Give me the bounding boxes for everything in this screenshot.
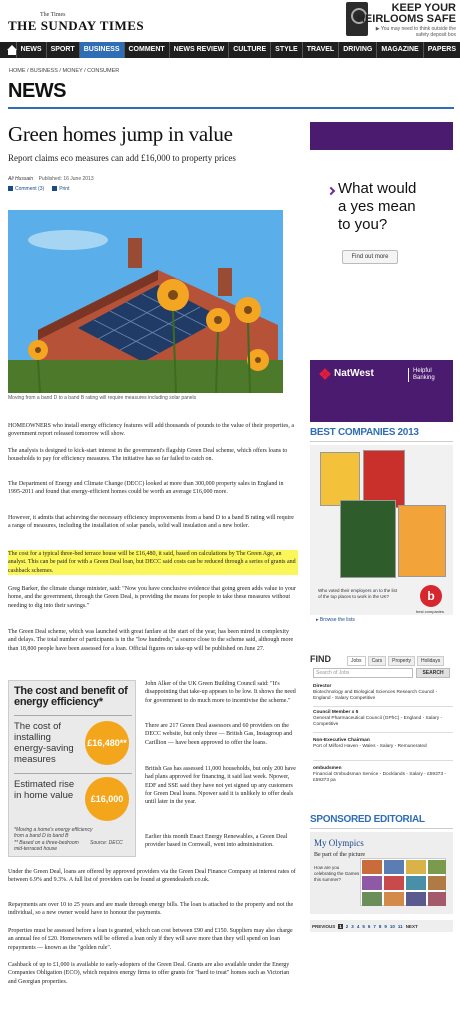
- factbox-source: Source: DECC: [90, 840, 123, 846]
- pager-page[interactable]: 1: [339, 923, 342, 929]
- magazine-cover: [320, 452, 360, 506]
- pager-next[interactable]: NEXT: [405, 923, 418, 929]
- factbox-title: The cost and benefit of energy efficiency*: [14, 685, 128, 708]
- sponsored-title[interactable]: My Olympics: [314, 838, 364, 848]
- paragraph-9: There are 217 Green Deal assessors and 60 providers on the DECC website, but only three — British Gas, Instagroup and Carillion — have been approved to offer the loans.: [145, 723, 293, 746]
- section-divider: [8, 107, 454, 109]
- published-date: Published: 16 June 2013: [38, 176, 94, 182]
- pager-page[interactable]: 11: [397, 923, 403, 929]
- natwest-logo-icon: [320, 369, 330, 379]
- home-icon[interactable]: [6, 45, 12, 55]
- paragraph-14: Properties must be assessed before a loan is granted, which can cost between £90 and £150. Suppliers may also charge an annual fee of £20. Homeowners will be offered a loan only if they will save more than they will spend on loan repayments — known as the "golden rule".: [8, 928, 293, 951]
- logo-crest: The Times: [40, 12, 66, 18]
- paragraph-15: Cashback of up to £1,000 is available to early-adopters of the Green Deal. Grants are also available under the Energy Companies Obligation (ECO), which requires energy firms to offer grants for "hard to treat" homes such as Victorian and Georgian properties.: [8, 962, 290, 985]
- pager-page[interactable]: 4: [356, 923, 360, 929]
- tab-property[interactable]: Property: [388, 656, 415, 666]
- factbox-cost-value: £16,480**: [85, 721, 129, 765]
- best-companies-heading[interactable]: BEST COMPANIES 2013: [310, 427, 419, 438]
- article-subtitle: Report claims eco measures can add £16,000 to property prices: [8, 153, 236, 163]
- job-listing[interactable]: Non-Executive Chairman Port of Milford Haven - Wales - Salary - Remunerated: [313, 738, 427, 749]
- nav-business[interactable]: BUSINESS: [79, 42, 124, 58]
- repossession-warning: YOUR HOME MAY BE REPOSSESSED IF YOU DO NOT KEEP UP REPAYMENTS ON YOUR MORTGAGE: [318, 324, 445, 353]
- nav-travel[interactable]: TRAVEL: [302, 42, 338, 58]
- photo-grid-image: [361, 859, 447, 907]
- job-listing[interactable]: Council Member x 5 General Pharmaceutical Council (GPhC) - England - Salary - Competitive: [313, 710, 443, 727]
- paragraph-11: Earlier this month Enact Energy Renewables, a Green Deal provider based in Cornwall, went into administration.: [145, 834, 288, 849]
- job-listing[interactable]: ombudsmen Financial Ombudsman Service - Docklands - Salary - £59373 - £59373 pa: [313, 766, 447, 783]
- print-link[interactable]: Print: [52, 186, 69, 192]
- author-name[interactable]: Ali Hussain: [8, 176, 34, 182]
- article-tools: [8, 186, 69, 192]
- natwest-advert[interactable]: [310, 122, 453, 422]
- tab-holidays[interactable]: Holidays: [417, 656, 444, 666]
- main-nav: [0, 42, 460, 58]
- nav-culture[interactable]: CULTURE: [228, 42, 270, 58]
- nav-sport[interactable]: SPORT: [46, 42, 79, 58]
- sponsored-text: How are you celebrating the Games this summer?: [314, 865, 360, 882]
- pager-page[interactable]: 3: [351, 923, 354, 929]
- pager-page[interactable]: 5: [362, 923, 365, 929]
- pager-page[interactable]: 6: [367, 923, 371, 929]
- paragraph-4: However, it admits that achieving the necessary efficiency improvements from a band D to a band B rating will require a range of measures, including the installation of solar panels, solid wall insulation and a new boiler.: [8, 515, 294, 530]
- nav-driving[interactable]: DRIVING: [338, 42, 376, 58]
- pager-page[interactable]: 10: [389, 923, 395, 929]
- magazine-cover: [398, 505, 446, 577]
- find-heading: FIND: [310, 654, 331, 664]
- find-tabs: [347, 656, 444, 666]
- nav-news-review[interactable]: NEWS REVIEW: [169, 42, 229, 58]
- nav-comment[interactable]: COMMENT: [124, 42, 169, 58]
- factbox-note-1: *Moving a home's energy efficiency from a band D to band B: [14, 827, 93, 839]
- natwest-brand: NatWest: [334, 368, 374, 379]
- breadcrumb[interactable]: HOME / BUSINESS / MONEY / CONSUMER: [9, 68, 120, 74]
- article-title: Green homes jump in value: [8, 122, 233, 146]
- top-ad-line1: KEEP YOUR: [391, 2, 456, 14]
- top-ad-line2: HEIRLOOMS SAFE: [356, 13, 456, 25]
- paragraph-1: HOMEOWNERS who install energy efficiency features will add thousands of pounds to the value of their properties, a government report released tomorrow will show.: [8, 423, 295, 438]
- house-solar-panels-image: [8, 210, 283, 393]
- article-photo: [8, 210, 283, 393]
- find-search-input[interactable]: Search of Jobs: [313, 668, 413, 678]
- find-out-more-button[interactable]: Find out more: [342, 250, 398, 264]
- best-companies-logo-icon: b: [420, 585, 442, 607]
- tab-jobs[interactable]: Jobs: [347, 656, 366, 666]
- pager-page[interactable]: 2: [345, 923, 349, 929]
- nav-news[interactable]: NEWS: [16, 42, 46, 58]
- job-listing[interactable]: Director Biotechnology and Biological Sciences Research Council - England - Salary Competitive: [313, 684, 438, 701]
- sponsored-photo-grid[interactable]: [360, 858, 446, 906]
- best-companies-text: Who voted their employers on to the list of the top places to work in the UK?: [318, 588, 398, 599]
- factbox-value-value: £16,000: [85, 777, 129, 821]
- paragraph-12: Under the Green Deal, loans are offered by approved providers via the Green Deal Finance Company at interest rates of between 6.9% and 9.3%. A full list of providers can be found at greendealorb.co.uk.: [8, 869, 296, 884]
- pager-page[interactable]: 7: [373, 923, 376, 929]
- photo-caption: Moving from a band D to a band B rating will require measures including solar panels: [8, 395, 197, 401]
- paragraph-6: Greg Barker, the climate change minister, said: "Now you have conclusive evidence that going green adds value to your home, and the government, through the Green Deal, is providing the means for people to take these measures without needing to dig into their savings.": [8, 586, 296, 609]
- paragraph-13: Repayments are over 10 to 25 years and are made through energy bills. The loan is attached to the property and not the individual, so a new owner would have to honour the payments.: [8, 902, 294, 917]
- section-title: NEWS: [8, 80, 66, 102]
- pager-page[interactable]: 8: [378, 923, 382, 929]
- browse-lists-link[interactable]: ▸ Browse the lists: [316, 617, 355, 623]
- sponsored-heading: SPONSORED EDITORIAL: [310, 814, 425, 825]
- factbox-note-2: ** Based on a three-bedroom mid-terraced house: [14, 840, 79, 852]
- factbox-cost-label: The cost of installing energy-saving measures: [14, 721, 74, 765]
- paragraph-8: John Alker of the UK Green Building Council said: "It's disappointing that take-up appears to be low. It shows the need for government to do much more to incentivise the scheme.": [145, 681, 296, 704]
- byline: [8, 176, 94, 182]
- pager-previous[interactable]: PREVIOUS: [312, 923, 336, 929]
- masthead: [0, 0, 460, 40]
- best-companies-logo-text: best companies: [416, 609, 445, 614]
- magazine-cover: [340, 500, 396, 578]
- factbox-value-label: Estimated rise in home value: [14, 779, 75, 801]
- factbox: [8, 680, 136, 857]
- comment-link[interactable]: Comment (3): [8, 186, 44, 192]
- paragraph-10: British Gas has assessed 11,000 households, but only 200 have had plans approved for financing, it said last week. Npower, EDF and SSE said they have not yet signed up any customers for Green Deal loans. Npower said it is unlikely to offer deals until later in the year.: [145, 766, 296, 806]
- nav-papers[interactable]: PAPERS: [423, 42, 460, 58]
- nav-style[interactable]: STYLE: [270, 42, 302, 58]
- tab-cars[interactable]: Cars: [368, 656, 387, 666]
- paragraph-7: The Green Deal scheme, which was launched with great fanfare at the start of the year, has been mired in complexity and delays. The total number of participants is in the "low hundreds," a source close to the scheme said, although more than 18,800 people have been assessed for a loan. Official figures on take-up will be published on June 27.: [8, 629, 294, 652]
- paragraph-2: The analysis is designed to kick-start interest in the government's flagship Green Deal scheme, which offers loans to households to pay for efficiency measures. The initiative has so far failed to catch on.: [8, 448, 288, 463]
- paragraph-3: The Department of Energy and Climate Change (DECC) looked at more than 300,000 property sales in England in 1995-2011 and found that energy-efficient homes could be worth an average £16,000 more.: [8, 481, 284, 496]
- paragraph-5-highlighted: The cost for a typical three-bed terrace house will be £16,480, it said, based on calculations by The Green Age, an analyst. This can be paid for with a Green Deal loan, but DECC said costs can be reduced through a series of grants and cashback schemes.: [8, 550, 298, 575]
- print-icon: [52, 186, 57, 191]
- top-ad-line3: ▶ You may need to think outside the safety deposit box: [375, 26, 456, 38]
- natwest-tagline: Helpful Banking: [408, 368, 453, 382]
- natwest-headline: What would a yes mean to you?: [338, 180, 417, 233]
- nav-magazine[interactable]: MAGAZINE: [376, 42, 422, 58]
- pager-page[interactable]: 9: [384, 923, 387, 929]
- sponsored-pager: [310, 920, 453, 932]
- find-search-button[interactable]: SEARCH: [416, 668, 450, 678]
- site-logo[interactable]: THE SUNDAY TIMES: [8, 18, 145, 33]
- top-advert[interactable]: [342, 0, 460, 40]
- sponsored-subtitle: Be part of the picture: [314, 852, 365, 858]
- comment-icon: [8, 186, 13, 191]
